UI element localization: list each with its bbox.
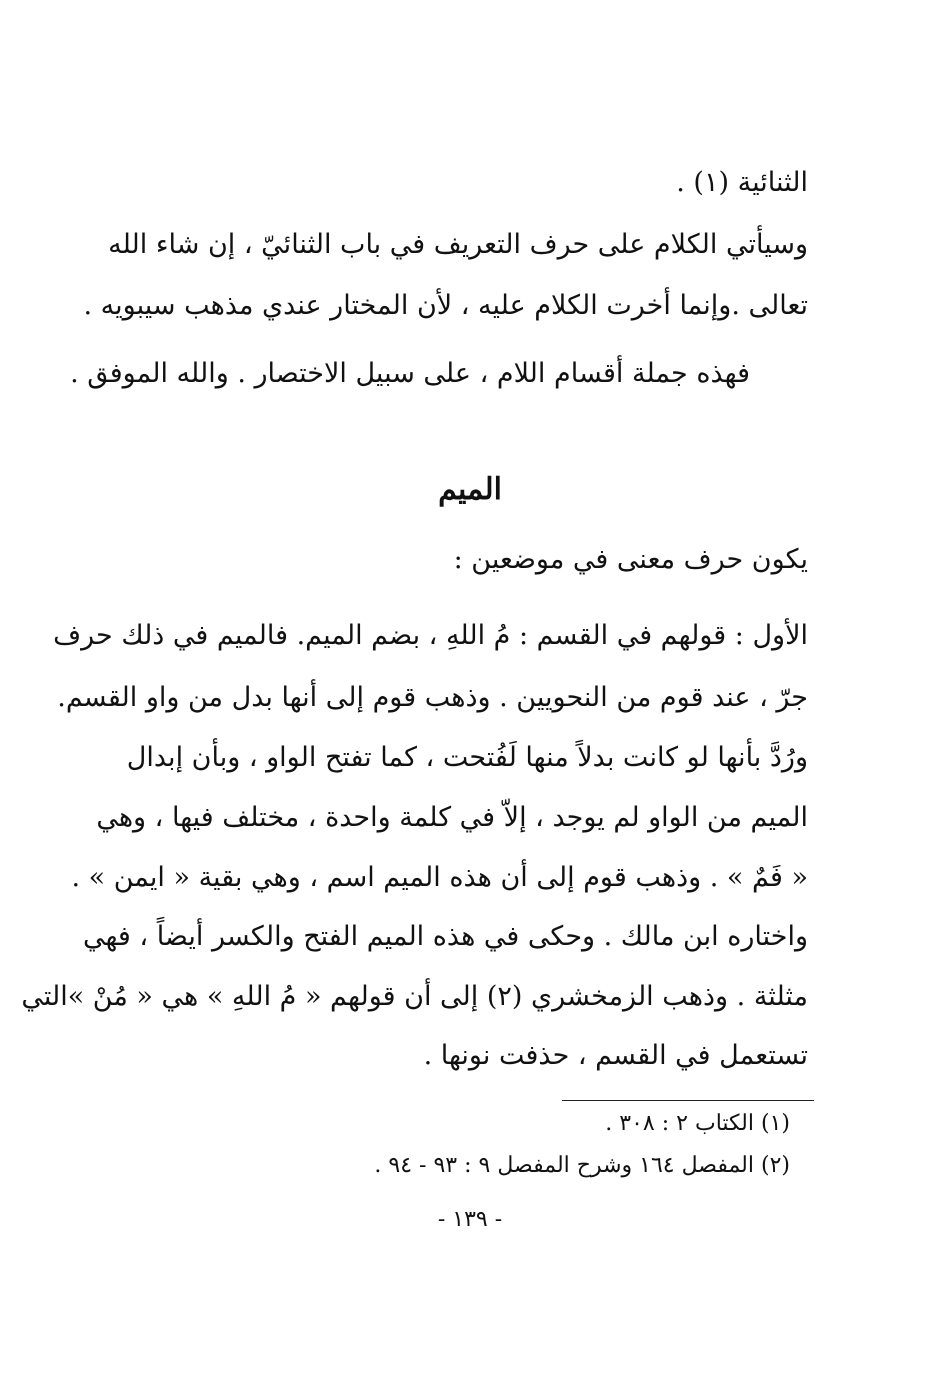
body-line-5: « فَمٌ » . وذهب قوم إلى أن هذه الميم اسم ، وهي بقية « ايمن » . bbox=[71, 862, 808, 893]
body-line-1: الأول : قولهم في القسم : مُ اللهِ ، بضم الميم. فالميم في ذلك حرف bbox=[53, 620, 808, 651]
body-line-4: الميم من الواو لم يوجد ، إلاّ في كلمة واحدة ، مختلف فيها ، وهي bbox=[96, 802, 808, 833]
body-line-6: واختاره ابن مالك . وحكى في هذه الميم الفتح والكسر أيضاً ، فهي bbox=[82, 921, 808, 952]
page-number: - ١٣٩ - bbox=[437, 1207, 503, 1232]
intro-line-4: فهذه جملة أقسام اللام ، على سبيل الاختصار . والله الموفق . bbox=[70, 358, 750, 389]
section-intro: يكون حرف معنى في موضعين : bbox=[453, 544, 808, 575]
footnote-separator bbox=[562, 1100, 814, 1101]
body-line-3: ورُدَّ بأنها لو كانت بدلاً منها لَفُتحت ، كما تفتح الواو ، وبأن إبدال bbox=[126, 742, 808, 773]
footnote-2: (٢) المفصل ١٦٤ وشرح المفصل ٩ : ٩٣ - ٩٤ . bbox=[374, 1153, 790, 1178]
body-line-8: تستعمل في القسم ، حذفت نونها . bbox=[423, 1040, 808, 1071]
section-heading: الميم bbox=[438, 472, 502, 507]
body-line-2: جرّ ، عند قوم من النحويين . وذهب قوم إلى أنها بدل من واو القسم. bbox=[57, 682, 808, 713]
intro-line-2: وسيأتي الكلام على حرف التعريف في باب الثنائيّ ، إن شاء الله bbox=[108, 229, 808, 260]
intro-line-1: الثنائية (١) . bbox=[676, 167, 808, 198]
body-line-7: مثلثة . وذهب الزمخشري (٢) إلى أن قولهم « مُ اللهِ » هي « مُنْ »التي bbox=[21, 981, 808, 1012]
footnote-1: (١) الكتاب ٢ : ٣٠٨ . bbox=[605, 1111, 790, 1136]
intro-line-3: تعالى .وإنما أخرت الكلام عليه ، لأن المختار عندي مذهب سيبويه . bbox=[83, 290, 808, 321]
